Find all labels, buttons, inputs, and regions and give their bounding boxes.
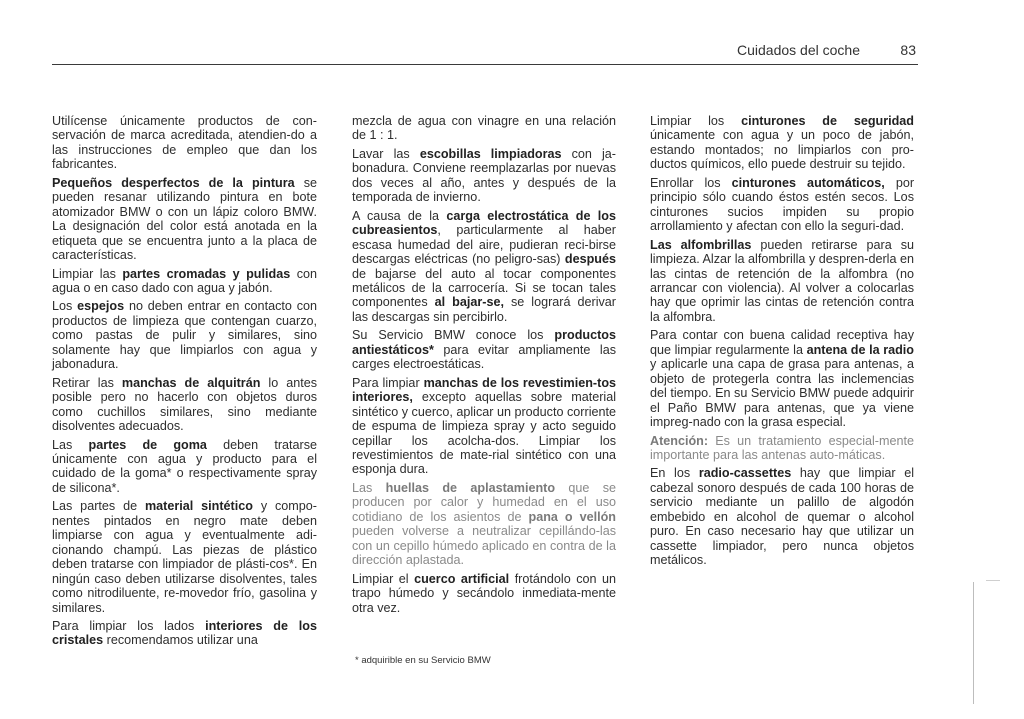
paragraph: Atención: Es un tratamiento especial-mente importante para las antenas auto-máticas. xyxy=(650,433,914,462)
paragraph: Su Servicio BMW conoce los productos antiestáticos* para evitar ampliamente las carges electroestáticas. xyxy=(352,328,617,372)
page-edge-line xyxy=(973,582,974,704)
paragraph: Las partes de material sintético y compo-nentes pintados en negro mate deben limpiarse con agua y eventualmente adi-cionando champú. Las piezas de plástico deben tratarse con limpiador de plásti-cos*. En ningún caso deben utilizarse disolventes, tales como nitrodiluente, re-movedor frío, gasolina y similares. xyxy=(52,499,317,615)
paragraph: Los espejos no deben entrar en contacto con productos de limpieza que contengan cuarzo, como pastas de pulir y similares, sino solamente hay que limpiarlos con agua y jabonadura. xyxy=(52,299,318,372)
paragraph: Pequeños desperfectos de la pintura se pueden resanar utilizando pintura en bote atomizador BMW o con un lápiz coloro BMW. La designación del color está anotada en la etiqueta que se encuentra junto a la placa de características. xyxy=(52,175,317,263)
paragraph: A causa de la carga electrostática de los cubreasientos, particularmente al haber escasa humedad del aire, pudieran reci-birse descargas eléctricas (no peligro-sas) después de bajarse del auto al tocar componentes metálicos de la carrocería. Si se tocan tales componentes al bajar-se, se logrará derivar las descargas sin percibirlo. xyxy=(352,208,617,324)
paragraph: Para limpiar los lados interiores de los cristales recomendamos utilizar una xyxy=(52,618,317,648)
paragraph: Utilícense únicamente productos de con-servación de marca acreditada, atendien-do a las instrucciones de empleo que dan los fabricantes. xyxy=(52,114,317,172)
paragraph: mezcla de agua con vinagre en una relación de 1 : 1. xyxy=(352,114,616,143)
paragraph: Limpiar las partes cromadas y pulidas con agua o en caso dado con agua y jabón. xyxy=(52,266,317,295)
paragraph: Las alfombrillas pueden retirarse para su limpieza. Alzar la alfombrilla y despren-derla en las cintas de retención de la alfombra (no arrancar con violencia). Al volver a colocarlas hay que oprimir las cintas de retención contra la alfombra. xyxy=(650,237,915,324)
paragraph: Las huellas de aplastamiento que se producen por calor y humedad en el uso cotidiano de los asientos de pana o vellón pueden volverse a neutralizar cepillándo-las con un cepillo húmedo aplicado en contra de la dirección aplastada. xyxy=(352,480,617,568)
page-edge-tick xyxy=(986,580,1000,581)
paragraph: Para contar con buena calidad receptiva hay que limpiar regularmente la antena de la radio y aplicarle una capa de grasa para antenas, a objeto de protegerla contra las inclemencias del tiempo. En su Servicio BMW puede adquirir el Paño BMW para antenas, que ya viene impreg-nado con la grasa especial. xyxy=(650,328,915,430)
column-3 xyxy=(650,114,914,572)
page-header xyxy=(52,40,918,65)
column-2 xyxy=(352,114,616,619)
paragraph: Retirar las manchas de alquitrán lo antes posible pero no hacerlo con objetos duros como cuchillos similares, sino mediante disolventes adecuados. xyxy=(52,375,318,434)
paragraph: Enrollar los cinturones automáticos, por principio sólo cuando éstos estén secos. Los cinturones sucios impiden su propio arrollamiento y afectan con ello la seguri-dad. xyxy=(650,175,915,234)
paragraph: En los radio-cassettes hay que limpiar el cabezal sonoro después de cada 100 horas de servicio mediante un palillo de algodón embebido en alcohol de quemar o alcohol puro. En caso necesario hay que utilizar un cassette limpiador, pero nunca objetos metálicos. xyxy=(650,466,915,568)
paragraph: Limpiar el cuerco artificial frotándolo con un trapo húmedo y secándolo inmediata-mente otra vez. xyxy=(352,571,617,615)
header-title: Cuidados del coche xyxy=(737,42,860,58)
paragraph: Limpiar los cinturones de seguridad únicamente con agua y un poco de jabón, estando montados; no limpiarlos con pro-ductos químicos, ello puede destruir su tejido. xyxy=(650,114,915,172)
column-1 xyxy=(52,114,317,652)
footnote: * adquirible en su Servicio BMW xyxy=(355,655,491,666)
paragraph: Las partes de goma deben tratarse únicamente con agua y producto para el cuidado de la goma* o respectivamente spray de silicona*. xyxy=(52,437,318,495)
paragraph: Lavar las escobillas limpiadoras con ja-bonadura. Conviene reemplazarlas por nuevas dos veces al año, antes y después de la temporada de invierno. xyxy=(352,146,617,205)
page-number: 83 xyxy=(900,42,916,58)
paragraph: Para limpiar manchas de los revestimien-tos interiores, excepto aquellas sobre material sintético y cuerco, aplicar un producto corriente de espuma de limpieza spray y acto seguido cepillar los acolcha-dos. Limpiar los revestimientos de mate-rial sintético con una esponja dura. xyxy=(352,375,617,477)
